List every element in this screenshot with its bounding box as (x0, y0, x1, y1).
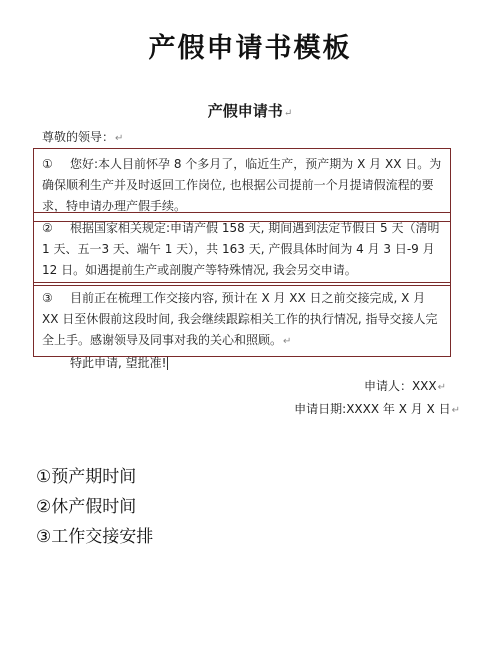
closing-punctuation: ! (161, 356, 167, 370)
summary-item-leave-period: ②休产假时间 (36, 497, 137, 517)
text-cursor-icon (167, 357, 168, 370)
summary-item-due-date: ①预产期时间 (36, 467, 137, 487)
closing-line[interactable] (70, 354, 168, 371)
section-due-date (33, 148, 451, 222)
section-number: ③ (42, 291, 53, 305)
paragraph-mark-icon: ↵ (115, 133, 124, 144)
page-title: 产假申请书模板 (148, 33, 352, 64)
paragraph-mark-icon: ↵ (451, 405, 460, 416)
section-handover (33, 282, 451, 357)
salutation-text: 尊敬的领导： (42, 130, 115, 144)
applicant-line (364, 377, 446, 394)
document-heading-text: 产假申请书 (207, 102, 283, 120)
paragraph-mark-icon: ↵ (283, 108, 293, 119)
document-heading (0, 100, 500, 121)
closing-text: 特此申请, 望批准 (70, 356, 162, 370)
applicant-text: 申请人：XXX (363, 379, 437, 393)
summary-list (36, 462, 153, 552)
application-date-line (294, 400, 460, 417)
application-date-text: 申请日期:XXXX 年 X 月 X 日 (294, 402, 451, 416)
section-text: 目前正在梳理工作交接内容, 预计在 X 月 XX 日之前交接完成, X 月 XX 日至休假前这段时间, 我会继续跟踪相关工作的执行情况, 指导交接人完全上手。感谢领导及同事对我的关心和照顾。 (42, 291, 438, 347)
paragraph-mark-icon: ↵ (283, 336, 292, 347)
section-number: ② (42, 221, 53, 235)
section-text: 您好:本人目前怀孕 8 个多月了，临近生产，预产期为 X 月 XX 日。为确保顺利生产并及时返回工作岗位, 也根据公司提前一个月提请假流程的要求，特申请办理产假手续。 (42, 157, 442, 213)
section-number: ① (42, 157, 53, 171)
summary-item-handover: ③工作交接安排 (36, 527, 154, 547)
section-text: 根据国家相关规定:申请产假 158 天, 期间遇到法定节假日 5 天（清明 1 天、五一3 天、端午 1 天），共 163 天, 产假具体时间为 4 月 3 日-9 月 12 日。如遇提前生产或剖腹产等特殊情况, 我会另交申请。 (42, 221, 440, 277)
section-leave-period (33, 212, 451, 286)
salutation (42, 128, 123, 145)
paragraph-mark-icon: ↵ (437, 382, 446, 393)
